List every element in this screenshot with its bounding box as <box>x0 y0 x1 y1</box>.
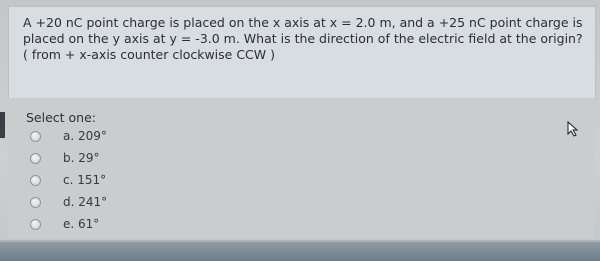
window-edge <box>0 112 5 138</box>
radio-button-icon[interactable] <box>30 197 41 208</box>
answer-option-c[interactable] <box>30 171 106 189</box>
select-one-label: Select one: <box>26 110 97 125</box>
answer-option-label: d. 241° <box>63 195 108 209</box>
answer-option-a[interactable] <box>30 127 107 145</box>
radio-button-icon[interactable] <box>30 153 41 164</box>
question-box <box>8 6 596 100</box>
answer-option-d[interactable] <box>30 193 107 211</box>
answer-option-label: a. 209° <box>63 129 107 143</box>
radio-button-icon[interactable] <box>30 219 41 230</box>
answer-option-label: c. 151° <box>63 173 107 187</box>
question-text: A +20 nC point charge is placed on the x axis at x = 2.0 m, and a +25 nC point charge is placed on the y axis at y = -3.0 m. What is the direction of the electric field at the origin? ( from + x-axis counter clockwise CCW ) <box>23 15 583 62</box>
mouse-pointer-icon <box>567 121 581 137</box>
answer-option-b[interactable] <box>30 149 100 167</box>
answer-option-label: b. 29° <box>63 151 100 165</box>
taskbar <box>0 242 600 261</box>
radio-button-icon[interactable] <box>30 175 41 186</box>
answer-option-label: e. 61° <box>63 217 100 231</box>
radio-button-icon[interactable] <box>30 131 41 142</box>
answer-option-e[interactable] <box>30 215 99 233</box>
